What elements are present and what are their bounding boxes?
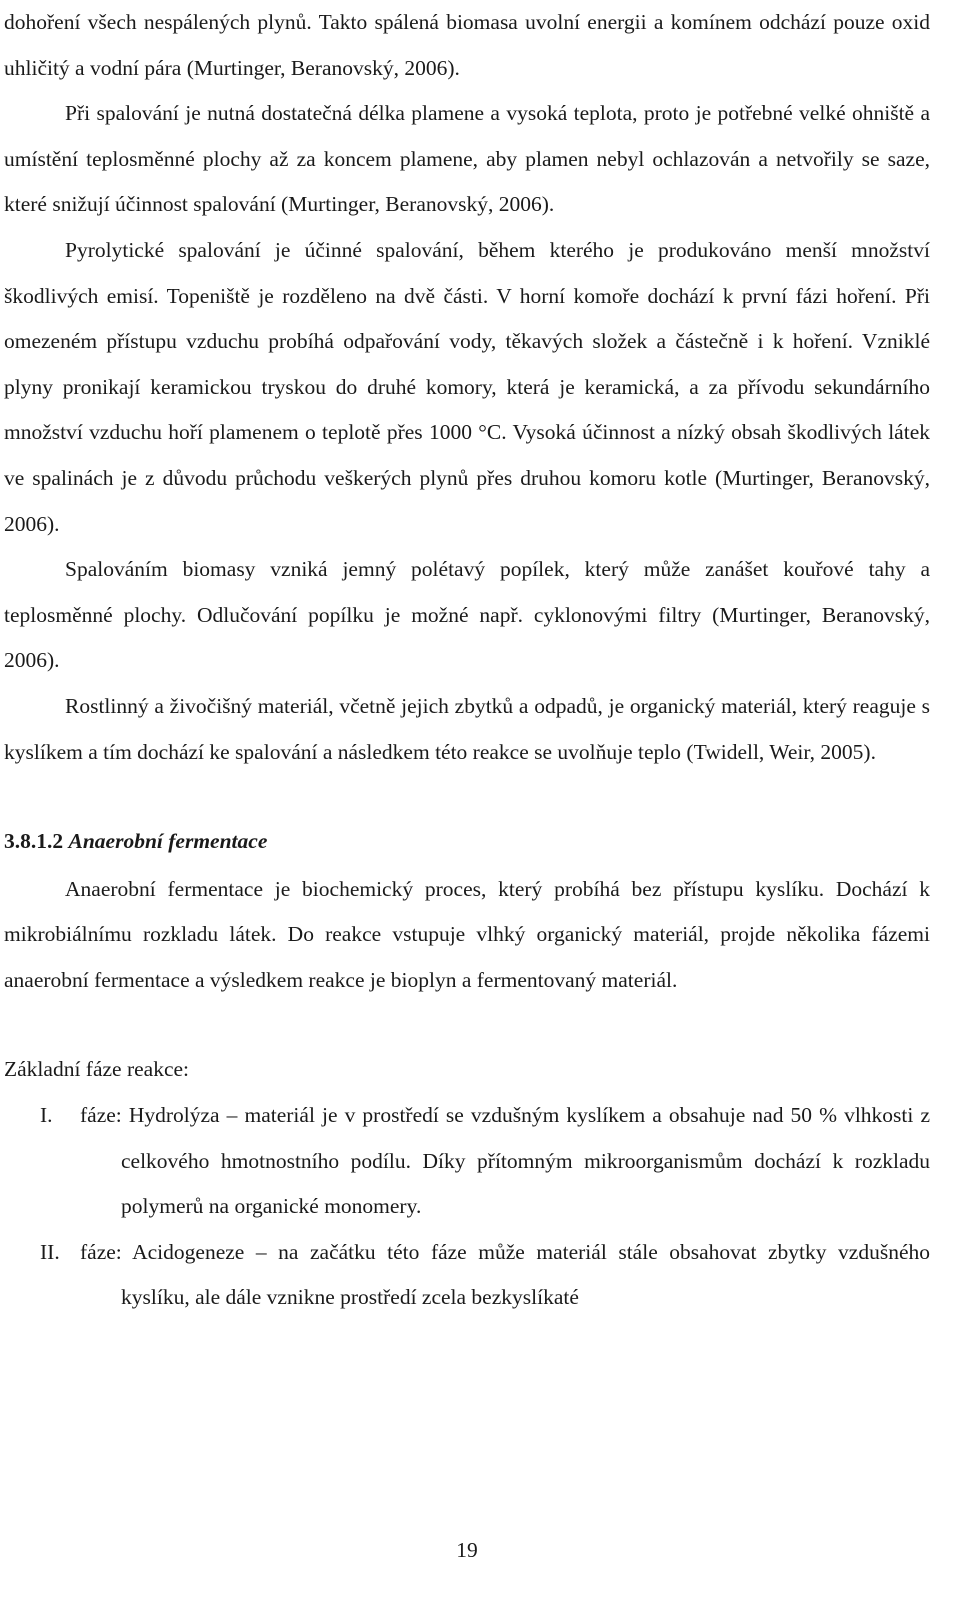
list-marker: I. bbox=[40, 1103, 53, 1128]
list-item bbox=[4, 1093, 930, 1230]
paragraph-fly-ash: Spalováním biomasy vzniká jemný polétavý popílek, který může zanášet kouřové tahy a teplosměnné plochy. Odlučování popílku je možné např. cyklonovými filtry (Murtinger, Beranovský, 2006). bbox=[4, 557, 930, 673]
section-title: Anaerobní fermentace bbox=[68, 829, 268, 854]
list-marker: II. bbox=[40, 1239, 60, 1264]
document-page bbox=[4, 0, 930, 1321]
list-item-text: fáze: Acidogeneze – na začátku této fáze může materiál stále obsahovat zbytky vzdušného kyslíku, ale dále vznikne prostředí zcela bezkyslíkaté bbox=[80, 1239, 930, 1310]
page-number: 19 bbox=[456, 1538, 478, 1562]
section-heading bbox=[4, 819, 930, 865]
paragraph-flame-length: Při spalování je nutná dostatečná délka plamene a vysoká teplota, proto je potřebné velké ohniště a umístění teplosměnné plochy až za koncem plamene, aby plamen nebyl ochlazován a netvořily se saze, které snižují účinnost spalování (Murtinger, Beranovský, 2006). bbox=[4, 101, 930, 217]
list-item bbox=[4, 1230, 930, 1321]
section-number: 3.8.1.2 bbox=[4, 829, 64, 854]
list-item-text: fáze: Hydrolýza – materiál je v prostředí se vzdušným kyslíkem a obsahuje nad 50 % vlhkosti z celkového hmotnostního podílu. Díky přítomným mikroorganismům dochází k rozkladu polymerů na organické monomery. bbox=[80, 1103, 930, 1219]
phases-label: Základní fáze reakce: bbox=[4, 1057, 190, 1082]
paragraph-organic-material: Rostlinný a živočišný materiál, včetně jejich zbytků a odpadů, je organický materiál, který reaguje s kyslíkem a tím dochází ke spalování a následkem této reakce se uvolňuje teplo (Twidell, Weir, 2005). bbox=[4, 693, 930, 764]
phases-list bbox=[4, 1093, 930, 1321]
paragraph-biomass-combustion: dohoření všech nespálených plynů. Takto spálená biomasa uvolní energii a komínem odchází pouze oxid uhličitý a vodní pára (Murtinger, Beranovský, 2006). bbox=[4, 10, 930, 80]
paragraph-pyrolytic-combustion: Pyrolytické spalování je účinné spalování, během kterého je produkováno menší množství škodlivých emisí. Topeniště je rozděleno na dvě části. V horní komoře dochází k první fázi hoření. Při omezeném přístupu vzduchu probíhá odpařování vody, těkavých složek a částečně i k hoření. Vzniklé plyny pronikají keramickou tryskou do druhé komory, která je keramická, a za přívodu sekundárního množství vzduchu hoří plamenem o teplotě přes 1000 °C. Vysoká účinnost a nízký obsah škodlivých látek ve spalinách je z důvodu průchodu veškerých plynů přes druhou komoru kotle (Murtinger, Beranovský, 2006). bbox=[4, 237, 930, 536]
paragraph-anaerobic-intro: Anaerobní fermentace je biochemický proces, který probíhá bez přístupu kyslíku. Dochází k mikrobiálnímu rozkladu látek. Do reakce vstupuje vlhký organický materiál, projde několika fázemi anaerobní fermentace a výsledkem reakce je bioplyn a fermentovaný materiál. bbox=[4, 876, 930, 992]
